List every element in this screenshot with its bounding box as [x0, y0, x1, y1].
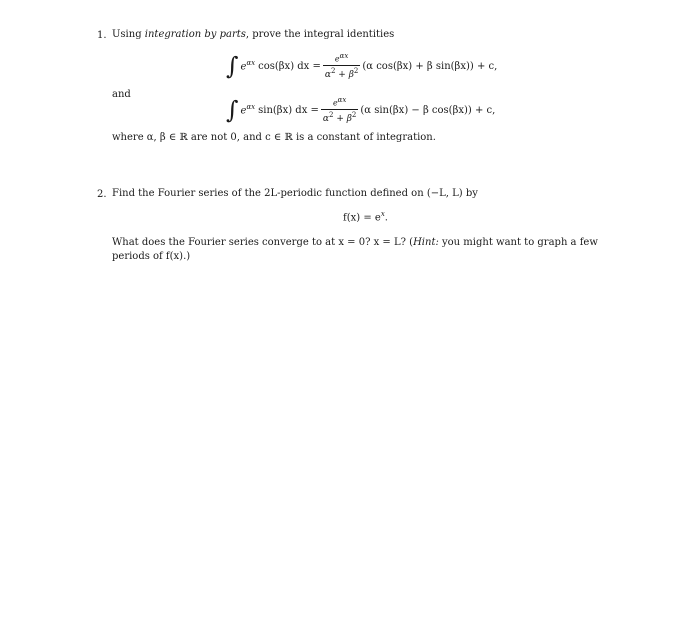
q1-intro-after: , prove the integral identities: [245, 29, 395, 40]
q2-question-after: you might want to graph a few: [438, 237, 598, 248]
q1-connector: and: [112, 89, 131, 100]
integral-sign: ∫: [226, 52, 239, 80]
q1-number: 1.: [97, 30, 107, 41]
eq2-fraction: $\frac{e^{\alpha x}}{\alpha^2 + \beta^2}$: [322, 96, 357, 124]
q1-equation-cos: [226, 52, 497, 80]
integral-sign: ∫: [226, 96, 239, 124]
eq2-rhs: (α sin(βx) − β cos(βx)) + c,: [360, 104, 496, 116]
q2-hint-label: Hint:: [413, 237, 439, 248]
q2-number: 2.: [97, 189, 107, 200]
q2-question-line2: periods of f(x).): [112, 251, 191, 262]
q2-question-line1: [112, 236, 598, 250]
exp-term: $e^{\alpha x}$: [240, 59, 256, 73]
q1-intro-emphasis: integration by parts: [144, 29, 246, 40]
q2-intro: Find the Fourier series of the 2L-periodic function defined on (−L, L) by: [112, 188, 478, 199]
q2-function-def: $f(x) = e^x$.: [343, 210, 388, 224]
q2-function: f(x) = e: [343, 212, 381, 224]
q1-intro-before: Using: [112, 29, 145, 40]
q2-question-before: What does the Fourier series converge to at x = 0? x = L? (: [112, 237, 414, 248]
eq1-lhs: cos(βx) dx =: [258, 60, 321, 72]
q1-where-line: where α, β ∈ ℝ are not 0, and c ∈ ℝ is a constant of integration.: [112, 132, 436, 143]
q1-equation-sin: [226, 96, 495, 124]
eq2-lhs: sin(βx) dx =: [258, 104, 319, 116]
eq1-rhs: (α cos(βx) + β sin(βx)) + c,: [362, 60, 498, 72]
eq1-fraction: $\frac{e^{\alpha x}}{\alpha^2 + \beta^2}$: [324, 52, 359, 80]
q1-intro: [112, 28, 394, 42]
exp-term: $e^{\alpha x}$: [240, 103, 256, 117]
